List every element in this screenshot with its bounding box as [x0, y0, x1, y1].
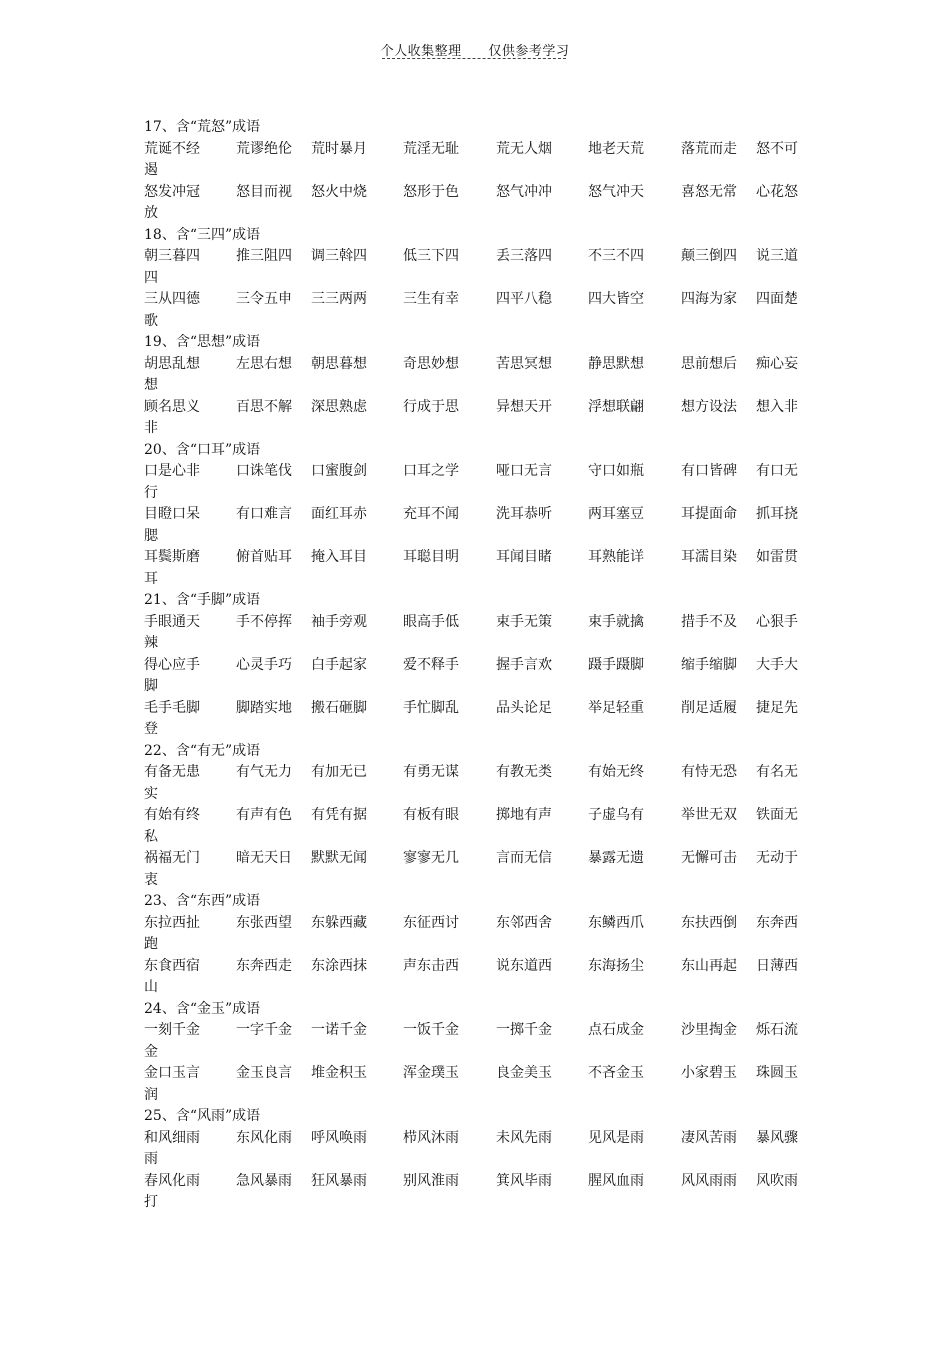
idiom-wrap-char: 想 [144, 377, 158, 393]
idiom-cell: 不吝金玉 [588, 1065, 644, 1081]
idiom-cell: 沙里掏金 [681, 1022, 737, 1038]
idiom-cell: 浑金璞玉 [403, 1065, 459, 1081]
idiom-cell: 未风先雨 [496, 1129, 552, 1146]
idiom-wrap-char: 非 [144, 420, 158, 436]
idiom-cell: 无动于 [756, 850, 798, 866]
idiom-cell: 有始无终 [588, 764, 644, 780]
idiom-wrap-char: 遏 [144, 162, 158, 178]
idiom-row [144, 655, 806, 698]
idiom-cell: 凄风苦雨 [681, 1129, 737, 1146]
idiom-cell: 四平八稳 [496, 291, 552, 307]
idiom-cell: 东扶西倒 [681, 914, 737, 931]
idiom-list [144, 117, 806, 1214]
idiom-cell: 一掷千金 [496, 1022, 552, 1038]
idiom-cell: 怒气冲冲 [496, 183, 552, 200]
idiom-cell: 金玉良言 [236, 1065, 292, 1081]
idiom-cell: 喜怒无常 [681, 183, 737, 200]
idiom-cell: 怒目而视 [236, 183, 292, 200]
idiom-cell: 苦思冥想 [496, 355, 552, 372]
idiom-cell: 荒谬绝伦 [236, 140, 292, 157]
idiom-wrap-char: 衷 [144, 871, 158, 888]
idiom-cell: 金口玉言 [144, 1065, 200, 1081]
idiom-cell: 搬石砸脚 [311, 699, 367, 716]
idiom-cell: 深思熟虑 [311, 398, 367, 415]
idiom-cell: 有板有眼 [403, 807, 459, 823]
header-right-text: 仅供参考学习 [488, 44, 570, 59]
idiom-cell: 耳濡目染 [681, 549, 737, 565]
idiom-cell: 手不停挥 [236, 613, 292, 630]
idiom-cell: 风风雨雨 [681, 1172, 737, 1189]
idiom-cell: 如雷贯 [756, 549, 798, 565]
idiom-cell: 日薄西 [756, 957, 798, 974]
idiom-cell: 推三阻四 [236, 248, 292, 264]
idiom-cell: 良金美玉 [496, 1065, 552, 1081]
idiom-cell: 有恃无恐 [681, 764, 737, 780]
idiom-cell: 掩入耳目 [311, 549, 367, 565]
idiom-row [144, 762, 806, 805]
idiom-wrap-char: 登 [144, 721, 158, 737]
idiom-row [144, 289, 806, 332]
page-header [0, 40, 950, 59]
idiom-cell: 三令五申 [236, 291, 292, 307]
idiom-cell: 白手起家 [311, 656, 367, 673]
header-divider [382, 58, 566, 59]
idiom-cell: 袖手旁观 [311, 613, 367, 630]
idiom-cell: 耳鬓斯磨 [144, 549, 200, 565]
idiom-cell: 暗无天日 [236, 850, 292, 866]
idiom-cell: 奇思妙想 [403, 355, 459, 372]
idiom-cell: 说东道西 [496, 957, 552, 974]
idiom-cell: 寥寥无几 [403, 850, 459, 866]
section-title: 21、含“手脚”成语 [144, 592, 261, 608]
idiom-cell: 朝三暮四 [144, 248, 200, 264]
idiom-cell: 珠圆玉 [756, 1065, 798, 1081]
idiom-cell: 异想天开 [496, 398, 552, 415]
idiom-row [144, 461, 806, 504]
idiom-cell: 春风化雨 [144, 1172, 200, 1189]
idiom-cell: 削足适履 [681, 699, 737, 716]
idiom-cell: 子虚乌有 [588, 807, 644, 823]
idiom-row [144, 698, 806, 741]
idiom-cell: 铁面无 [756, 807, 798, 823]
idiom-cell: 耳聪目明 [403, 549, 459, 565]
idiom-cell: 一字千金 [236, 1022, 292, 1038]
idiom-row [144, 913, 806, 956]
idiom-cell: 捷足先 [756, 699, 798, 716]
idiom-cell: 有凭有据 [311, 807, 367, 823]
idiom-cell: 有气无力 [236, 764, 292, 780]
idiom-row [144, 805, 806, 848]
idiom-cell: 手忙脚乱 [403, 699, 459, 716]
idiom-cell: 想方设法 [681, 398, 737, 415]
idiom-cell: 东拉西扯 [144, 914, 200, 931]
idiom-cell: 痴心妄 [756, 355, 798, 372]
idiom-cell: 举足轻重 [588, 699, 644, 716]
idiom-cell: 两耳塞豆 [588, 506, 644, 522]
idiom-wrap-char: 实 [144, 785, 158, 802]
idiom-cell: 束手就擒 [588, 613, 644, 630]
idiom-cell: 怒不可 [756, 140, 798, 157]
section-title: 25、含“风雨”成语 [144, 1108, 261, 1124]
idiom-wrap-char: 润 [144, 1086, 158, 1103]
idiom-cell: 有口难言 [236, 506, 292, 522]
idiom-wrap-char: 歌 [144, 312, 158, 329]
idiom-cell: 手眼通天 [144, 613, 200, 630]
idiom-row [144, 354, 806, 397]
idiom-cell: 四大皆空 [588, 291, 644, 307]
idiom-cell: 品头论足 [496, 699, 552, 716]
idiom-cell: 口蜜腹剑 [311, 463, 367, 479]
idiom-cell: 脚踏实地 [236, 699, 292, 716]
idiom-cell: 面红耳赤 [311, 506, 367, 522]
idiom-wrap-char: 放 [144, 205, 158, 221]
idiom-wrap-char: 山 [144, 979, 158, 995]
idiom-cell: 心花怒 [756, 183, 798, 200]
idiom-cell: 烁石流 [756, 1022, 798, 1038]
idiom-cell: 得心应手 [144, 656, 200, 673]
idiom-cell: 东海扬尘 [588, 957, 644, 974]
idiom-cell: 心灵手巧 [236, 656, 292, 673]
idiom-cell: 呼风唤雨 [311, 1129, 367, 1146]
idiom-wrap-char: 私 [144, 828, 158, 845]
idiom-cell: 低三下四 [403, 248, 459, 264]
idiom-row [144, 397, 806, 440]
idiom-cell: 栉风沐雨 [403, 1129, 459, 1146]
idiom-cell: 暴风骤 [756, 1129, 798, 1146]
idiom-cell: 东邻西舍 [496, 914, 552, 931]
idiom-cell: 怒气冲天 [588, 183, 644, 200]
idiom-cell: 朝思暮想 [311, 355, 367, 372]
idiom-cell: 别风淮雨 [403, 1172, 459, 1189]
idiom-cell: 东躲西藏 [311, 914, 367, 931]
idiom-cell: 充耳不闻 [403, 506, 459, 522]
idiom-cell: 东征西讨 [403, 914, 459, 931]
idiom-cell: 荒诞不经 [144, 140, 200, 157]
idiom-cell: 箕风毕雨 [496, 1172, 552, 1189]
idiom-wrap-char: 脚 [144, 678, 158, 694]
idiom-cell: 胡思乱想 [144, 355, 200, 372]
idiom-cell: 左思右想 [236, 355, 292, 372]
idiom-cell: 丢三落四 [496, 248, 552, 264]
idiom-cell: 握手言欢 [496, 656, 552, 673]
idiom-cell: 说三道 [756, 248, 798, 264]
idiom-cell: 行成于思 [403, 398, 459, 415]
idiom-cell: 怒发冲冠 [144, 183, 200, 200]
idiom-cell: 荒淫无耻 [403, 140, 459, 157]
idiom-cell: 荒时暴月 [311, 140, 367, 157]
idiom-row [144, 182, 806, 225]
idiom-cell: 心狠手 [756, 613, 798, 630]
idiom-wrap-char: 打 [144, 1194, 158, 1210]
idiom-cell: 蹑手蹑脚 [588, 656, 644, 673]
idiom-wrap-char: 跑 [144, 936, 158, 952]
idiom-row [144, 1171, 806, 1214]
idiom-cell: 耳闻目睹 [496, 549, 552, 565]
idiom-cell: 见风是雨 [588, 1129, 644, 1146]
idiom-cell: 思前想后 [681, 355, 737, 372]
idiom-cell: 东鳞西爪 [588, 914, 644, 931]
idiom-cell: 言而无信 [496, 850, 552, 866]
idiom-cell: 风吹雨 [756, 1172, 798, 1189]
idiom-wrap-char: 金 [144, 1043, 158, 1060]
idiom-cell: 有备无患 [144, 764, 200, 780]
idiom-cell: 和风细雨 [144, 1129, 200, 1146]
section-title: 22、含“有无”成语 [144, 742, 261, 759]
idiom-cell: 措手不及 [681, 613, 737, 630]
idiom-cell: 东张西望 [236, 914, 292, 931]
idiom-cell: 大手大 [756, 656, 798, 673]
idiom-cell: 荒无人烟 [496, 140, 552, 157]
idiom-row [144, 848, 806, 891]
idiom-cell: 调三斡四 [311, 248, 367, 264]
idiom-cell: 浮想联翩 [588, 398, 644, 415]
idiom-cell: 不三不四 [588, 248, 644, 264]
idiom-cell: 落荒而走 [681, 140, 737, 157]
idiom-cell: 有教无类 [496, 764, 552, 780]
idiom-cell: 有口无 [756, 463, 798, 479]
idiom-cell: 耳熟能详 [588, 549, 644, 565]
idiom-cell: 三从四德 [144, 291, 200, 307]
idiom-row [144, 547, 806, 590]
idiom-cell: 口诛笔伐 [236, 463, 292, 479]
idiom-cell: 东山再起 [681, 957, 737, 974]
idiom-cell: 一饭千金 [403, 1022, 459, 1038]
idiom-cell: 掷地有声 [496, 807, 552, 823]
idiom-row [144, 612, 806, 655]
idiom-cell: 束手无策 [496, 613, 552, 630]
idiom-cell: 东食西宿 [144, 957, 200, 974]
header-left-text: 个人收集整理 [380, 44, 462, 59]
idiom-cell: 默默无闻 [311, 850, 367, 866]
idiom-row [144, 1128, 806, 1171]
idiom-cell: 腥风血雨 [588, 1172, 644, 1189]
idiom-cell: 洗耳恭听 [496, 506, 552, 522]
idiom-cell: 颠三倒四 [681, 248, 737, 264]
idiom-cell: 东涂西抹 [311, 957, 367, 974]
idiom-cell: 一刻千金 [144, 1022, 200, 1038]
idiom-cell: 百思不解 [236, 398, 292, 415]
idiom-row [144, 139, 806, 182]
idiom-cell: 有始有终 [144, 807, 200, 823]
section-title: 19、含“思想”成语 [144, 334, 261, 350]
idiom-cell: 东奔西走 [236, 957, 292, 974]
idiom-row [144, 504, 806, 547]
idiom-cell: 三生有幸 [403, 291, 459, 307]
idiom-cell: 毛手毛脚 [144, 699, 200, 716]
idiom-cell: 想入非 [756, 398, 798, 415]
idiom-cell: 有口皆碑 [681, 463, 737, 479]
idiom-cell: 静思默想 [588, 355, 644, 372]
section-title: 23、含“东西”成语 [144, 893, 261, 909]
idiom-cell: 爱不释手 [403, 656, 459, 673]
idiom-cell: 暴露无遗 [588, 850, 644, 866]
idiom-cell: 俯首贴耳 [236, 549, 292, 565]
idiom-cell: 点石成金 [588, 1022, 644, 1038]
idiom-cell: 有声有色 [236, 807, 292, 823]
idiom-cell: 四面楚 [756, 291, 798, 307]
idiom-cell: 四海为家 [681, 291, 737, 307]
idiom-cell: 口是心非 [144, 463, 200, 479]
idiom-cell: 守口如瓶 [588, 463, 644, 479]
idiom-cell: 耳提面命 [681, 506, 737, 522]
idiom-cell: 哑口无言 [496, 463, 552, 479]
idiom-cell: 怒形于色 [403, 183, 459, 200]
idiom-cell: 有勇无谋 [403, 764, 459, 780]
idiom-cell: 一诺千金 [311, 1022, 367, 1038]
idiom-wrap-char: 耳 [144, 570, 158, 587]
idiom-cell: 小家碧玉 [681, 1065, 737, 1081]
idiom-cell: 东奔西 [756, 914, 798, 931]
idiom-cell: 举世无双 [681, 807, 737, 823]
idiom-cell: 三三两两 [311, 291, 367, 307]
idiom-cell: 东风化雨 [236, 1129, 292, 1146]
idiom-row [144, 246, 806, 289]
idiom-wrap-char: 雨 [144, 1151, 158, 1167]
idiom-cell: 怒火中烧 [311, 183, 367, 200]
idiom-cell: 急风暴雨 [236, 1172, 292, 1189]
idiom-row [144, 1063, 806, 1106]
idiom-cell: 有加无已 [311, 764, 367, 780]
idiom-cell: 有名无 [756, 764, 798, 780]
idiom-cell: 声东击西 [403, 957, 459, 974]
section-title: 20、含“口耳”成语 [144, 441, 261, 458]
idiom-cell: 缩手缩脚 [681, 656, 737, 673]
idiom-wrap-char: 四 [144, 269, 158, 286]
idiom-row [144, 956, 806, 999]
idiom-wrap-char: 行 [144, 484, 158, 501]
idiom-wrap-char: 腮 [144, 527, 158, 544]
idiom-cell: 口耳之学 [403, 463, 459, 479]
section-title: 18、含“三四”成语 [144, 226, 261, 243]
idiom-wrap-char: 辣 [144, 635, 158, 651]
idiom-cell: 地老天荒 [588, 140, 644, 157]
idiom-cell: 目瞪口呆 [144, 506, 200, 522]
idiom-cell: 眼高手低 [403, 613, 459, 630]
idiom-cell: 堆金积玉 [311, 1065, 367, 1081]
idiom-row [144, 1020, 806, 1063]
idiom-cell: 祸福无门 [144, 850, 200, 866]
idiom-cell: 狂风暴雨 [311, 1172, 367, 1189]
section-title: 17、含“荒怒”成语 [144, 119, 261, 135]
section-title: 24、含“金玉”成语 [144, 1000, 261, 1017]
idiom-cell: 无懈可击 [681, 850, 737, 866]
idiom-cell: 顾名思义 [144, 398, 200, 415]
idiom-cell: 抓耳挠 [756, 506, 798, 522]
